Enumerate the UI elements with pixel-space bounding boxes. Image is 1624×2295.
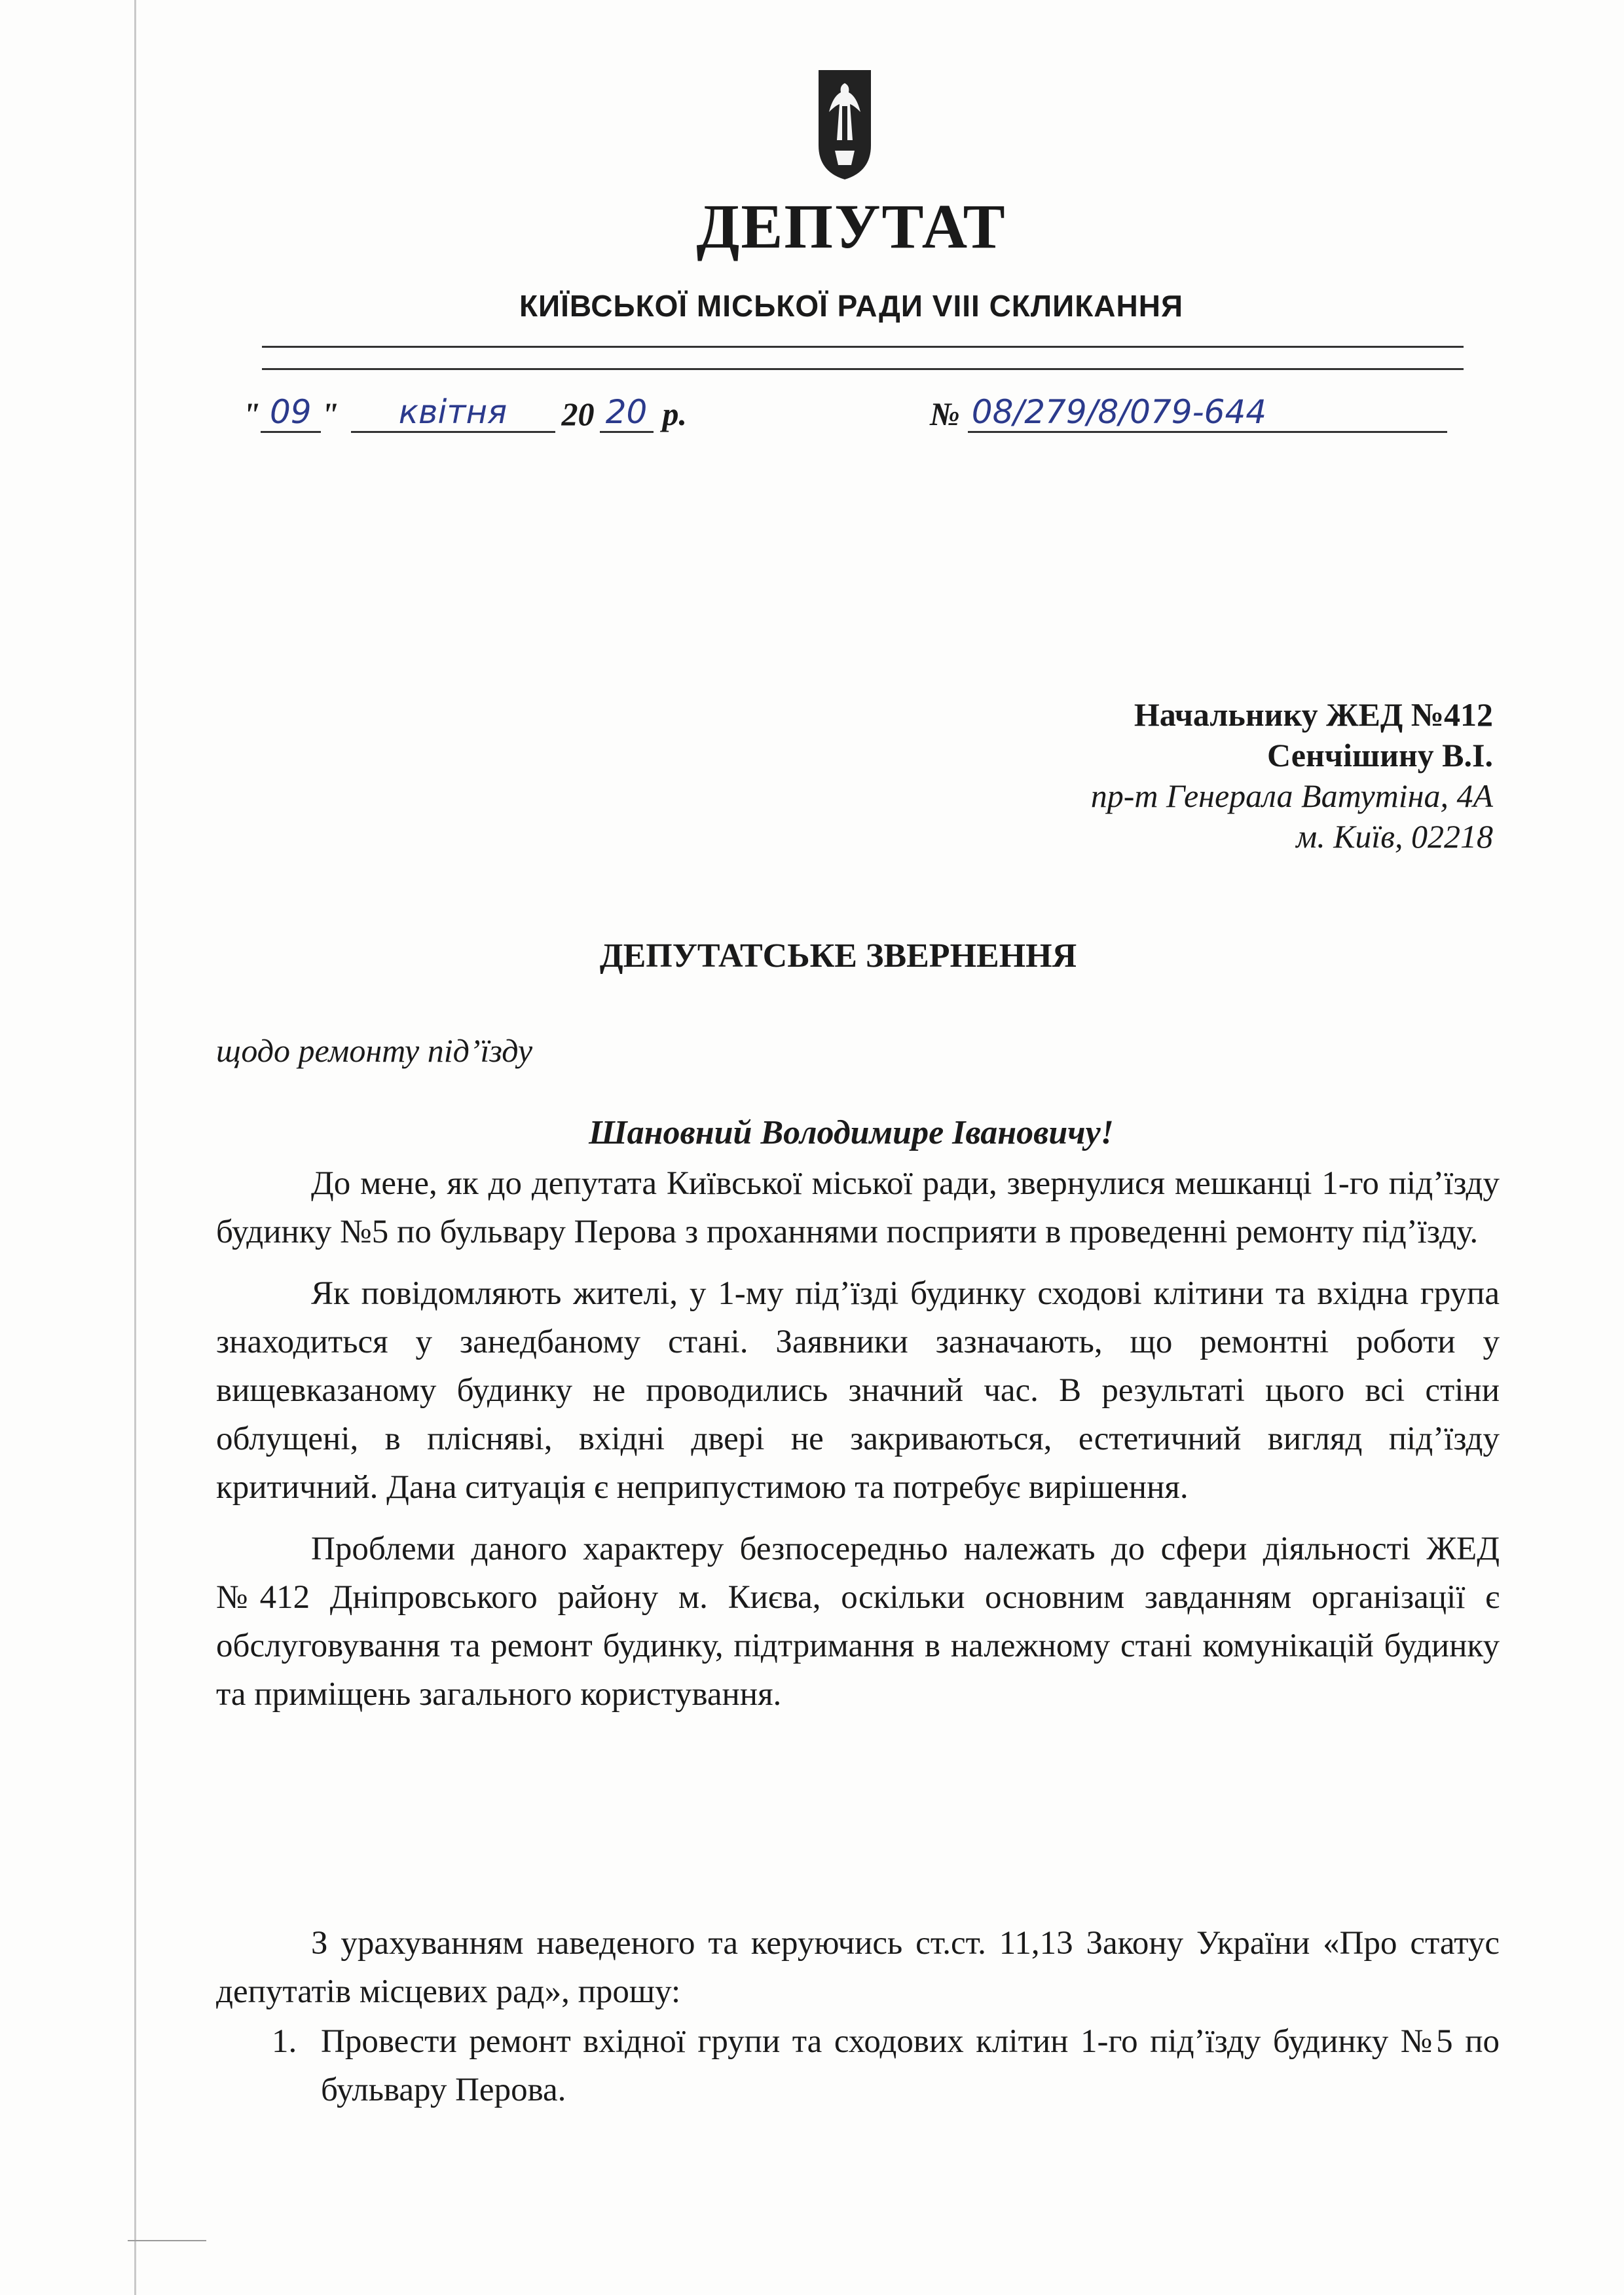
list-item-number: 1. bbox=[272, 2023, 297, 2060]
registration-block bbox=[930, 393, 1447, 433]
document-title: ДЕПУТАТСЬКЕ ЗВЕРНЕННЯ bbox=[599, 937, 1077, 975]
salutation: Шановний Володимире Івановичу! bbox=[589, 1114, 1114, 1151]
addressee-city: м. Київ, 02218 bbox=[1296, 818, 1493, 855]
header-rule-top bbox=[262, 346, 1464, 348]
header-title: ДЕПУТАТ bbox=[696, 191, 1006, 261]
list-item-text: Провести ремонт вхідної групи та сходових клітин 1-го під’їзду будинку №5 по бульвару Перова. bbox=[321, 2023, 1500, 2108]
date-year-suffix: 20 bbox=[600, 393, 654, 433]
reg-label: № bbox=[930, 396, 960, 432]
quote-close: " bbox=[320, 396, 339, 432]
kyiv-coat-of-arms-icon bbox=[815, 67, 874, 181]
addressee-name: Сенчішину В.І. bbox=[1267, 737, 1493, 774]
date-block bbox=[242, 393, 687, 433]
addressee bbox=[1091, 694, 1493, 857]
addressee-position: Начальнику ЖЕД №412 bbox=[1134, 696, 1493, 733]
quote-open: " bbox=[242, 396, 261, 432]
paragraph: Проблеми даного характеру безпосередньо належать до сфери діяльності ЖЕД №412 Дніпровського району м. Києва, оскільки основним завданням організації є обслуговування та ремонт будинку, підтримання в належному стані комунікацій будинку та приміщень загального користування. bbox=[216, 1531, 1500, 1713]
page-edge-mark bbox=[128, 2240, 206, 2241]
reg-number: 08/279/8/079-644 bbox=[968, 393, 1447, 433]
list-item bbox=[272, 2017, 1500, 2114]
header-rule-bottom bbox=[262, 368, 1464, 370]
date-year-prefix: 20 bbox=[561, 396, 595, 432]
addressee-street: пр-т Генерала Ватутіна, 4А bbox=[1090, 777, 1493, 814]
paragraph: До мене, як до депутата Київської міської ради, звернулися мешканці 1-го під’їзду будинку №5 по бульвару Перова з проханнями посприяти в проведенні ремонту під’їзду. bbox=[216, 1165, 1500, 1250]
document-subject: щодо ремонту під’їзду bbox=[216, 1032, 533, 1069]
body-paragraphs bbox=[216, 1159, 1500, 1732]
date-year-unit: р. bbox=[662, 396, 688, 432]
date-month: квітня bbox=[351, 393, 555, 433]
conclusion-text: З урахуванням наведеного та керуючись ст.ст. 11,13 Закону України «Про статус депутатів місцевих рад», прошу: bbox=[216, 1925, 1500, 2010]
date-day: 09 bbox=[261, 393, 321, 433]
conclusion bbox=[216, 1919, 1500, 2029]
request-list bbox=[272, 2017, 1500, 2114]
header-subtitle: КИЇВСЬКОЇ МІСЬКОЇ РАДИ VIII СКЛИКАННЯ bbox=[519, 289, 1184, 323]
paragraph: Як повідомляють жителі, у 1-му під’їзді будинку сходові клітини та вхідна група знаходиться у занедбаному стані. Заявники зазначають, що ремонтні роботи у вищевказаному будинку не проводились значний час. В результаті цього всі стіни облущені, в плісняві, вхідні двері не закриваються, естетичний вигляд під’їзду критичний. Дана ситуація є неприпустимою та потребує вирішення. bbox=[216, 1275, 1500, 1506]
